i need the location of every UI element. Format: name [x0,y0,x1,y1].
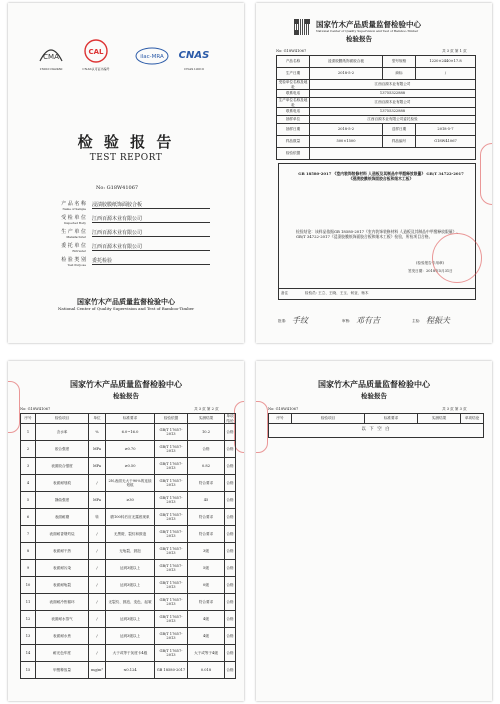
info-key: 抽样单位 [277,116,310,124]
cnas-caption: CNAS L0010 [184,67,204,71]
cnas-logo-text: CNAS [178,50,210,61]
table-row: 3 表面胶合强度 MPa ≥0.50 GB/T 17657-2013 0.82 合格 [21,458,236,475]
field-label-cn: 受 检 单 位 [61,215,86,221]
cma-caption: 150021342460 [39,67,63,71]
center-name-en: National Center of Quality Supervision and Test of Bamboo-Timber [57,306,195,311]
info-value: / [416,68,476,80]
page4-page-no: 共 3 页 第 3 页 [442,407,467,411]
col-header: 单位 [89,414,106,424]
cover-fields [42,201,212,271]
page4-subtitle: 检验报告 [361,392,387,400]
info-value: 江西百源木业有限公司 [310,98,476,108]
info-key: 商标 [383,68,416,80]
info-row [277,90,476,98]
col-header: 检验项目 [292,414,365,424]
page2-page-no: 共 3 页 第 1 页 [442,49,467,53]
cover-field-row [42,201,212,215]
report-no-label: No: [96,185,106,191]
blank-note: 以 下 空 白 [269,424,484,438]
table-row: 5 静曲强度 MPa ≥30 GB/T 17657-2013 45 合格 [21,492,236,509]
col-header: 检验项目 [36,414,89,424]
cal-logo [78,39,114,69]
info-row [277,98,476,108]
cover-field-row [42,243,212,257]
ilac-logo-text: ilac-MRA [140,54,164,60]
info-key: 受检单位名称及地址 [277,80,310,90]
field-label-en: Inspected Body [64,221,86,225]
report-results-page [8,361,244,701]
report-title-en: TEST REPORT [89,153,163,163]
qr-code [294,19,310,35]
table-row: 1 含水率 % 6.0~16.0 GB/T 17657-2013 10.2 合格 [21,424,236,441]
results-table [20,413,236,679]
table-row: 8 表面耐干热 / 无龟裂、鼓泡 GB/T 17657-2013 3级 合格 [21,543,236,560]
field-label-cn: 生 产 单 位 [61,229,86,235]
report-cover-page [8,3,244,343]
info-key: 送样日期 [383,124,416,136]
field-value: 江西百源木业有限公司 [92,216,210,223]
page2-report-no: No: G18W41067 [276,49,307,53]
center-name-cn: 国家竹木产品质量监督检验中心 [77,297,175,306]
info-key: 生产日期 [277,68,310,80]
field-value: 江西百源木业有限公司 [92,230,210,237]
info-key: 联系电话 [277,90,310,98]
blank-row [269,424,484,438]
table-row: 4 表面耐划痕 / 2N,表面无大于90%的连续划痕 GB/T 17657-2013 符合要求 合格 [21,475,236,492]
info-value: 1220×2440×17.8 [416,56,476,68]
info-value: 2018-5-2 [310,68,383,80]
info-value: 浸渍胶膜纸饰面胶合板 [310,56,383,68]
col-header: 检验依据 [155,414,188,424]
field-label-cn: 产 品 名 称 [61,201,86,207]
page3-title-cn: 国家竹木产品质量监督检验中心 [70,379,182,389]
red-seal-stamp [432,233,482,283]
page2-title-en: National Center of Quality Supervision and Test of Bamboo-Timber [316,29,419,33]
page2-title-cn: 国家竹木产品质量监督检验中心 [316,20,421,29]
table-row: 10 表面耐龟裂 / 达到3级以上 GB/T 17657-2013 0级 合格 [21,577,236,594]
page3-report-no: No: G18W41067 [20,407,51,411]
info-key: 检验依据 [277,148,310,160]
info-value: 江西百源木业有限公司委托检验 [310,116,476,124]
report-info-page [256,3,492,343]
page3-subtitle: 检验报告 [113,392,139,400]
table-row: 15 甲醛释放量 mg/m³ ≤0.124 GB 18580-2017 0.018 合格 [21,662,236,679]
table-row: 14 耐光色牢度 / 大于或等于灰度卡4级 GB/T 17657-2013 大于或等于4级 合格 [21,645,236,662]
info-row [277,80,476,90]
table-row: 6 表面耐磨 转 磨100转后应无露底现象 GB/T 17657-2013 符合要求 合格 [21,509,236,526]
table-row: 2 胶合强度 MPa ≥0.70 GB/T 17657-2013 合格 合格 [21,441,236,458]
info-value: 13755322888 [310,90,476,98]
edge-seal-stamp [480,143,492,205]
report-no-value: G18W41067 [106,185,139,191]
cover-field-row [42,257,212,271]
info-key: 联系电话 [277,108,310,116]
info-value: 13755322888 [310,108,476,116]
approve-signature: 手纹 [292,316,308,325]
page2-subtitle: 检验报告 [346,35,372,43]
chief-label: 主检: [412,319,421,323]
table-row: 12 表面耐水蒸气 / 达到3级以上 GB/T 17657-2013 4级 合格 [21,611,236,628]
info-row [277,68,476,80]
field-label-en: Name of Sample [62,207,86,211]
info-key: 样品编号 [383,136,416,148]
info-row [277,124,476,136]
col-header: 实测结果 [418,414,461,424]
info-value [310,148,476,160]
ilac-logo [134,47,170,67]
info-value: 500×1500 [310,136,383,148]
info-table [276,55,476,160]
field-value: 江西百源木业有限公司 [92,244,210,251]
report-title-cn: 检 验 报 告 [77,133,175,151]
sign-date: 签发日期：2018年5月31日 [408,269,453,273]
approve-label: 批准: [278,319,287,323]
info-key: 生产单位名称及地址 [277,98,310,108]
review-label: 审核: [342,319,351,323]
remark-row [278,287,476,300]
conclusion-text: 检验结论：该样品依据GB 18580-2017《室内装饰装修材料 人造板及其制品中甲醛释放限量》、GB/T 34722-2017《浸渍胶膜纸饰面胶合板和细木工板》检验，所检项目合格。 [296,229,461,240]
col-header: 序号 [269,414,292,424]
table-row: 11 表面耐冷热循环 / 无裂纹、鼓泡、变色、起皱 GB/T 17657-2013 符合要求 合格 [21,594,236,611]
cal-caption: CNAS认可证书编号 [82,67,110,71]
seal-note: (检验报告专用章) [416,261,444,265]
info-value: 江西百源木业有限公司 [310,80,476,90]
field-label-en: Entruster [72,249,86,253]
field-label-en: Test Purpose [67,263,86,267]
blank-table [268,413,484,438]
col-header: 单项结论 [461,414,484,424]
table-row: 13 表面耐水煮 / 达到3级以上 GB/T 17657-2013 4级 合格 [21,628,236,645]
field-label-cn: 检 验 类 别 [61,257,86,263]
field-value: 委托检验 [92,258,210,265]
remark-label: 备注 [281,291,289,295]
chief-signature: 程振夫 [426,316,450,325]
signature-row [278,313,478,333]
cover-field-row [42,215,212,229]
info-value: 2018-5-2 [310,124,383,136]
remark-text: 检验员: 王立、王晓、王玉、何亚、杨木 [305,291,369,295]
cover-field-row [42,229,212,243]
report-blank-page [256,361,492,701]
blank-header-row [269,414,484,424]
cma-logo [38,45,64,71]
col-header: 序号 [21,414,36,424]
info-key: 产品名称 [277,56,310,68]
page3-page-no: 共 3 页 第 2 页 [194,407,219,411]
info-key: 抽样日期 [277,124,310,136]
info-row [277,148,476,160]
page4-report-no: No: G18W41067 [268,407,299,411]
info-key: 型号规格 [383,56,416,68]
info-row [277,56,476,68]
edge-seal-stamp [8,381,20,433]
standards-text: GB 18580-2017 《室内装饰装修材料 人造板及其制品中甲醛释放限量》 GB/T 34722-2017 《浸渍胶膜纸饰面胶合板和细木工板》 [298,171,464,181]
cal-logo-text: CAL [88,48,104,56]
table-row: 7 表面耐香烟灼烧 / 无黑斑、裂纹和鼓泡 GB/T 17657-2013 符合要求 合格 [21,526,236,543]
review-signature: 邓有吉 [356,316,380,325]
info-value: 2018-5-7 [416,124,476,136]
col-header: 实测结果 [188,414,225,424]
cma-logo-text: CMA [43,53,59,61]
col-header: 标准要求 [106,414,155,424]
col-header: 标准要求 [365,414,418,424]
field-label-en: Manufacturer [66,235,86,239]
col-header: 单项结论 [226,414,234,423]
results-header-row [21,414,236,424]
info-row [277,108,476,116]
table-row: 9 表面耐污染 / 达到3级以上 GB/T 17657-2013 5级 合格 [21,560,236,577]
field-label-cn: 委 托 单 位 [61,243,86,249]
page4-title-cn: 国家竹木产品质量监督检验中心 [318,379,430,389]
info-row [277,116,476,124]
edge-seal-stamp [256,401,268,453]
field-value: 浸渍胶膜纸饰面胶合板 [92,202,210,209]
cnas-logo [174,45,214,69]
info-key: 样品数量 [277,136,310,148]
info-value: G18W41067 [416,136,476,148]
info-row [277,136,476,148]
